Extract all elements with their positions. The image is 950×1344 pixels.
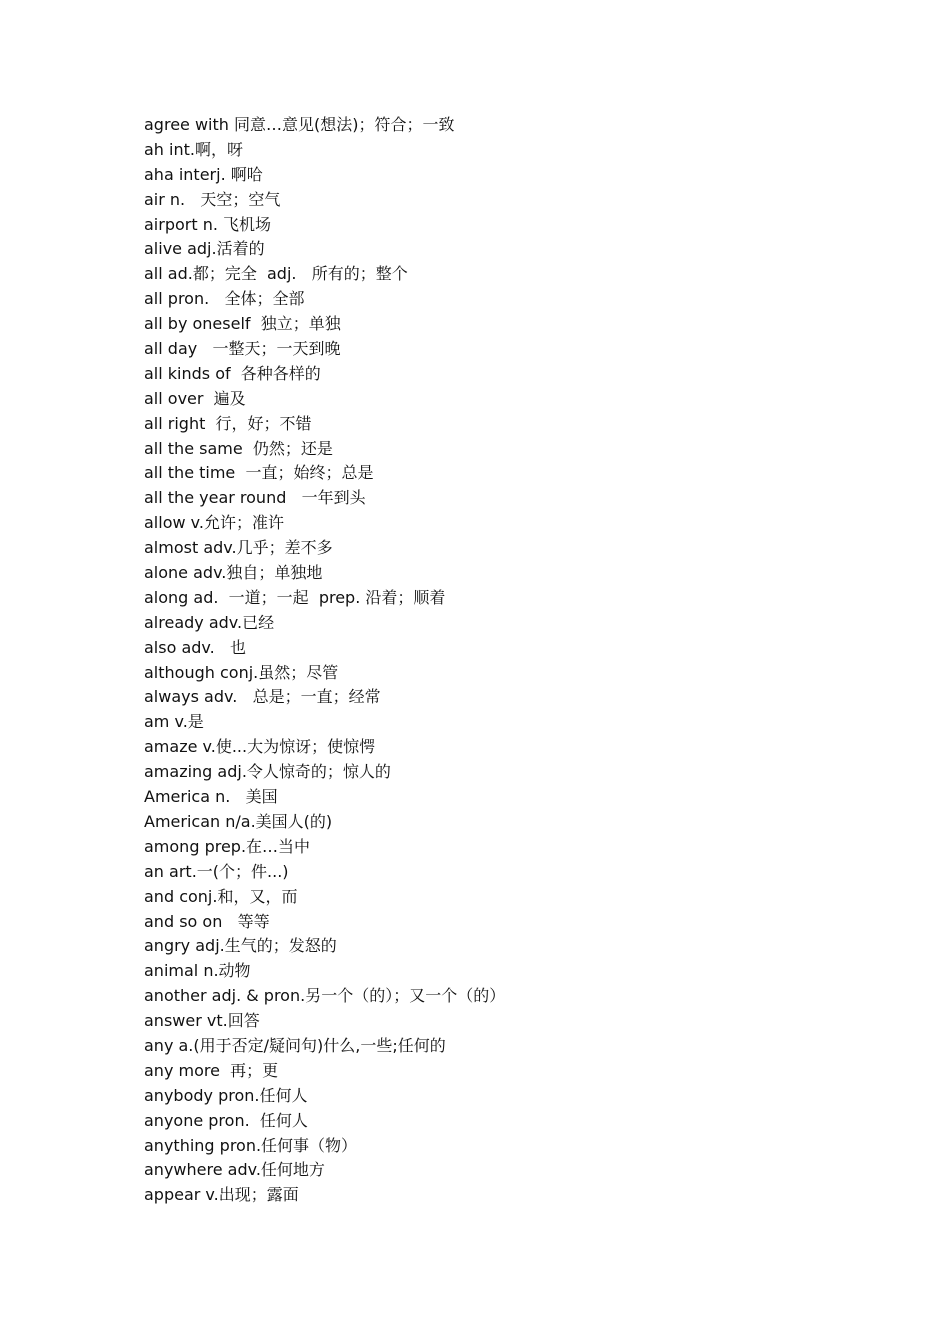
vocab-entry: animal n.动物 [144,961,251,981]
vocab-entry: ah int.啊，呀 [144,139,243,159]
vocab-entry: American n/a.美国人(的) [144,811,333,831]
vocab-entry: all the year round 一年到头 [144,488,366,508]
vocab-entry: and conj.和，又，而 [144,886,298,906]
vocab-entry: anywhere adv.任何地方 [144,1160,325,1180]
vocab-entry: amazing adj.令人惊奇的；惊人的 [144,762,391,782]
vocab-entry: alone adv.独自；单独地 [144,563,323,583]
vocab-entry: all ad.都；完全 adj. 所有的；整个 [144,264,408,284]
vocab-entry: all the time 一直；始终；总是 [144,463,374,483]
vocab-entry: allow v.允许；准许 [144,513,284,533]
vocab-entry: anybody pron.任何人 [144,1085,308,1105]
vocab-entry: amaze v.使...大为惊讶；使惊愕 [144,737,376,757]
vocab-entry: always adv. 总是；一直；经常 [144,687,381,707]
vocab-entry: America n. 美国 [144,787,278,807]
vocab-entry: along ad. 一道；一起 prep. 沿着；顺着 [144,587,446,607]
vocab-entry: almost adv.几乎；差不多 [144,538,333,558]
vocab-entry: aha interj. 啊哈 [144,164,263,184]
vocab-entry: anything pron.任何事（物） [144,1135,358,1155]
vocab-entry: all pron. 全体；全部 [144,289,305,309]
vocab-entry: air n. 天空；空气 [144,189,281,209]
vocab-entry: anyone pron. 任何人 [144,1110,308,1130]
vocab-entry: all by oneself 独立；单独 [144,314,341,334]
vocab-entry: all the same 仍然；还是 [144,438,333,458]
vocab-entry: all right 行，好；不错 [144,413,312,433]
vocab-entry: am v.是 [144,712,204,732]
vocab-entry: all day 一整天；一天到晚 [144,339,341,359]
vocab-entry: any more 再；更 [144,1060,279,1080]
vocab-entry: also adv. 也 [144,637,246,657]
vocab-entry: any a.(用于否定/疑问句)什么,一些;任何的 [144,1035,446,1055]
vocab-entry: and so on 等等 [144,911,270,931]
vocabulary-list [144,113,904,1208]
vocab-entry: angry adj.生气的；发怒的 [144,936,337,956]
vocab-entry: an art.一(个；件...) [144,861,289,881]
vocab-entry: although conj.虽然；尽管 [144,662,339,682]
vocab-entry: airport n. 飞机场 [144,214,272,234]
vocab-entry: another adj. & pron.另一个（的）；又一个（的） [144,986,506,1006]
vocab-entry: all kinds of 各种各样的 [144,363,321,383]
vocab-entry: appear v.出现；露面 [144,1185,299,1205]
vocab-entry: agree with 同意…意见(想法)；符合；一致 [144,115,455,134]
vocab-entry: answer vt.回答 [144,1011,260,1031]
vocab-entry: already adv.已经 [144,612,275,632]
vocab-entry: among prep.在…当中 [144,836,311,856]
vocab-entry: all over 遍及 [144,388,246,408]
vocab-entry: alive adj.活着的 [144,239,265,259]
